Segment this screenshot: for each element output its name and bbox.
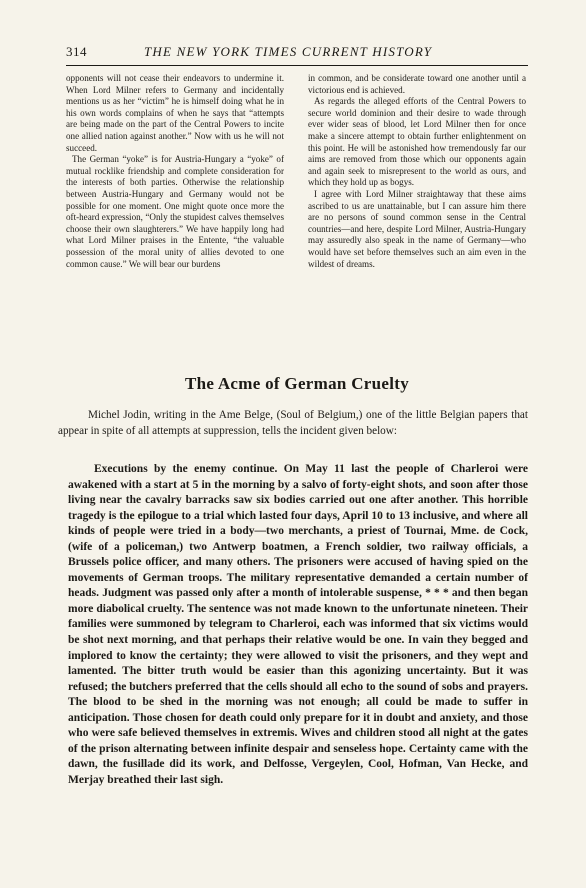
left-column-paragraph: opponents will not cease their endeavors to undermine it. When Lord Milner refers to Germany and incidentally mentions us as her “victim” he is himself doing what he in his own words complains of when he says that “attempts are being made on the part of the Central Powers to incite one allied nation against another.” Now with us he will not succeed. — [66, 73, 284, 153]
quoted-excerpt — [68, 462, 528, 788]
quote-paragraph: Executions by the enemy continue. On May 11 last the people of Charleroi were awakened with a start at 5 in the morning by a salvo of forty-eight shots, and soon after those living near the cavalry barracks saw six bodies carried out one after another. This horrible tragedy is the epilogue to a trial which lasted four days, April 10 to 13 inclusive, and where all kinds of people were tried in a body—two merchants, a priest of Tournai, Mme. de Cock, (wife of a policeman,) two Antwerp boatmen, a French soldier, two railway officials, a Brussels police officer, and many others. The prisoners were accused of having spied on the movements of German troops. The military representative demanded a certain number of heads. Judgment was passed only after a month of intolerable suspense, * * * and then began more diabolical cruelty. The sentence was not made known to the unfortunate nineteen. Their families were summoned by telegram to Charleroi, each was informed that six victims would be shot next morning, and that perhaps their relative would be one. In vain they begged and implored to know the certainty; they were allowed to visit the prisoners, and they wept and lamented. The bitter truth would be easier than this agonizing uncertainty. But it was refused; the butchers preferred that the cells should all echo to the sound of sobs and prayers. The blood to be shed in the morning was not enough; all could be made to suffer in anticipation. Those chosen for death could only prepare for it in doubt and anxiety, and those who were safe believed themselves in extremis. Wives and children stood all night at the gates of the prison alternating between infinite despair and senseless hope. Certainty came with the dawn, the fusillade did its work, and Delfosse, Vergeylen, Cool, Hofman, Van Hecke, and Merjay breathed their last sigh. — [68, 463, 528, 786]
article-intro — [58, 408, 528, 439]
right-column — [308, 73, 526, 270]
page-number: 314 — [66, 44, 87, 59]
right-column-paragraph: in common, and be considerate toward one another until a victorious end is achieved. — [308, 73, 526, 95]
header-rule — [66, 65, 528, 66]
left-column — [66, 73, 284, 270]
article-title: The Acme of German Cruelty — [184, 374, 410, 393]
left-column-paragraph: The German “yoke” is for Austria-Hungary a “yoke” of mutual rocklike friendship and complete consideration for the interests of both parties. Otherwise the relationship between Austria-Hungary and Germany would not be possible for one moment. One might quote once more the oft-heard expression, “Only the stupidest calves themselves choose their own slaughterers.” We have happily long had what Lord Milner praises in the Entente, “the valuable possession of the moral unity of allies devoted to one common cause.” We will bear our burdens — [66, 154, 284, 269]
running-header — [66, 44, 526, 62]
publication-title: THE NEW YORK TIMES CURRENT HISTORY — [144, 44, 433, 59]
intro-paragraph: Michel Jodin, writing in the Ame Belge, (Soul of Belgium,) one of the little Belgian papers that appear in spite of all attempts at suppression, tells the incident given below: — [58, 409, 528, 437]
right-column-paragraph: I agree with Lord Milner straightaway that these aims ascribed to us are unattainable, but I can assure him there are no persons of sound common sense in the Central countries—and here, despite Lord Milner, Austria-Hungary may assuredly also speak in the name of Germany—who would have set before themselves such an aim even in the wildest of dreams. — [308, 188, 526, 269]
right-column-paragraph: As regards the alleged efforts of the Central Powers to secure world dominion and their desire to wade through ever wider seas of blood, let Lord Milner then for once make a sincere attempt to obtain further enlightenment on this point. He will be astonished how tremendously far our aims are removed from those which our opponents again and again seek to misrepresent to the world as ours, and which they hold up as bogys. — [308, 96, 526, 188]
